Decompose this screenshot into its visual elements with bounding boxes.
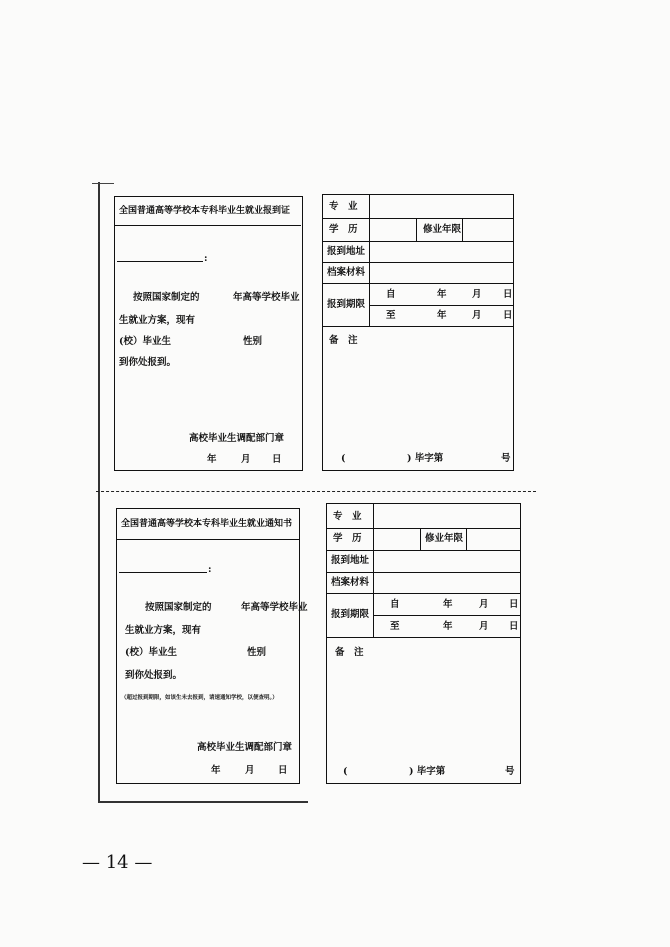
body-line3-b: 性别 [247, 647, 267, 658]
label-education: 学 历 [329, 224, 358, 235]
card-title: 全国普通高等学校本专科毕业生就业报到证 [119, 206, 291, 216]
period-to-month: 月 [472, 310, 482, 321]
serial-end: 号 [501, 453, 511, 464]
page-frame-bottom [98, 801, 308, 803]
date-month: 月 [241, 454, 251, 465]
date-year: 年 [211, 765, 221, 776]
period-from-month: 月 [472, 289, 482, 300]
label-education: 学 历 [333, 533, 362, 544]
serial-open: ( [341, 453, 346, 464]
title-divider [115, 225, 301, 226]
issuer-stamp: 高校毕业生调配部门章 [197, 742, 293, 753]
employment-notice-back [326, 503, 521, 784]
date-year: 年 [207, 454, 217, 465]
label-report-period: 报到期限 [331, 609, 370, 620]
label-archives: 档案材料 [331, 577, 370, 588]
body-line1-b: 年高等学校毕业 [233, 292, 300, 303]
cut-line [96, 491, 536, 492]
period-to-day: 日 [503, 310, 513, 321]
body-line4: 到你处报到。 [125, 670, 183, 681]
serial-open: ( [343, 766, 348, 777]
period-from-year: 年 [443, 599, 453, 610]
serial-mid: ) 毕字第 [407, 453, 444, 464]
body-line2: 生就业方案，现有 [125, 625, 202, 636]
period-to-day: 日 [509, 621, 519, 632]
period-from-day: 日 [509, 599, 519, 610]
label-study-years: 修业年限 [423, 224, 462, 235]
body-line4: 到你处报到。 [119, 357, 177, 368]
date-day: 日 [278, 765, 288, 776]
title-divider [117, 539, 299, 540]
label-archives: 档案材料 [327, 267, 366, 278]
period-from: 自 [386, 289, 396, 300]
period-from-year: 年 [437, 289, 447, 300]
serial-end: 号 [505, 766, 515, 777]
report-certificate-back [322, 194, 514, 471]
body-line3-a: (校）毕业生 [119, 336, 171, 347]
period-to-month: 月 [479, 621, 489, 632]
date-day: 日 [272, 454, 282, 465]
page-frame-top-tick [92, 183, 114, 184]
report-certificate-card [114, 196, 303, 471]
label-report-address: 报到地址 [331, 555, 370, 566]
page-number: — 14 — [82, 852, 153, 873]
body-line1-a: 按照国家制定的 [145, 602, 212, 613]
recipient-line [117, 261, 203, 262]
label-remarks: 备 注 [329, 335, 358, 346]
label-report-address: 报到地址 [327, 246, 366, 257]
label-remarks: 备 注 [335, 647, 364, 658]
recipient-colon: : [208, 564, 212, 575]
recipient-colon: : [204, 253, 208, 264]
label-major: 专 业 [329, 201, 358, 212]
body-line3-b: 性别 [243, 336, 263, 347]
period-to-year: 年 [443, 621, 453, 632]
serial-mid: ) 毕字第 [409, 766, 446, 777]
period-from-day: 日 [503, 289, 513, 300]
late-notice: （超过报到期限，如该生未去报到，请速通知学校，以便查明。） [121, 695, 278, 701]
body-line3-a: (校）毕业生 [125, 647, 177, 658]
label-report-period: 报到期限 [327, 299, 366, 310]
label-study-years: 修业年限 [425, 533, 464, 544]
issuer-stamp: 高校毕业生调配部门章 [189, 433, 285, 444]
date-month: 月 [245, 765, 255, 776]
page-frame-left [98, 182, 100, 802]
period-from: 自 [390, 599, 400, 610]
label-major: 专 业 [333, 511, 362, 522]
body-line1-b: 年高等学校毕业 [241, 602, 308, 613]
period-to: 至 [386, 310, 396, 321]
period-to-year: 年 [437, 310, 447, 321]
recipient-line [119, 572, 207, 573]
employment-notice-card [116, 508, 308, 784]
period-to: 至 [390, 621, 400, 632]
body-line2: 生就业方案，现有 [119, 315, 196, 326]
period-from-month: 月 [479, 599, 489, 610]
card-title: 全国普通高等学校本专科毕业生就业通知书 [121, 519, 293, 529]
body-line1-a: 按照国家制定的 [133, 292, 200, 303]
